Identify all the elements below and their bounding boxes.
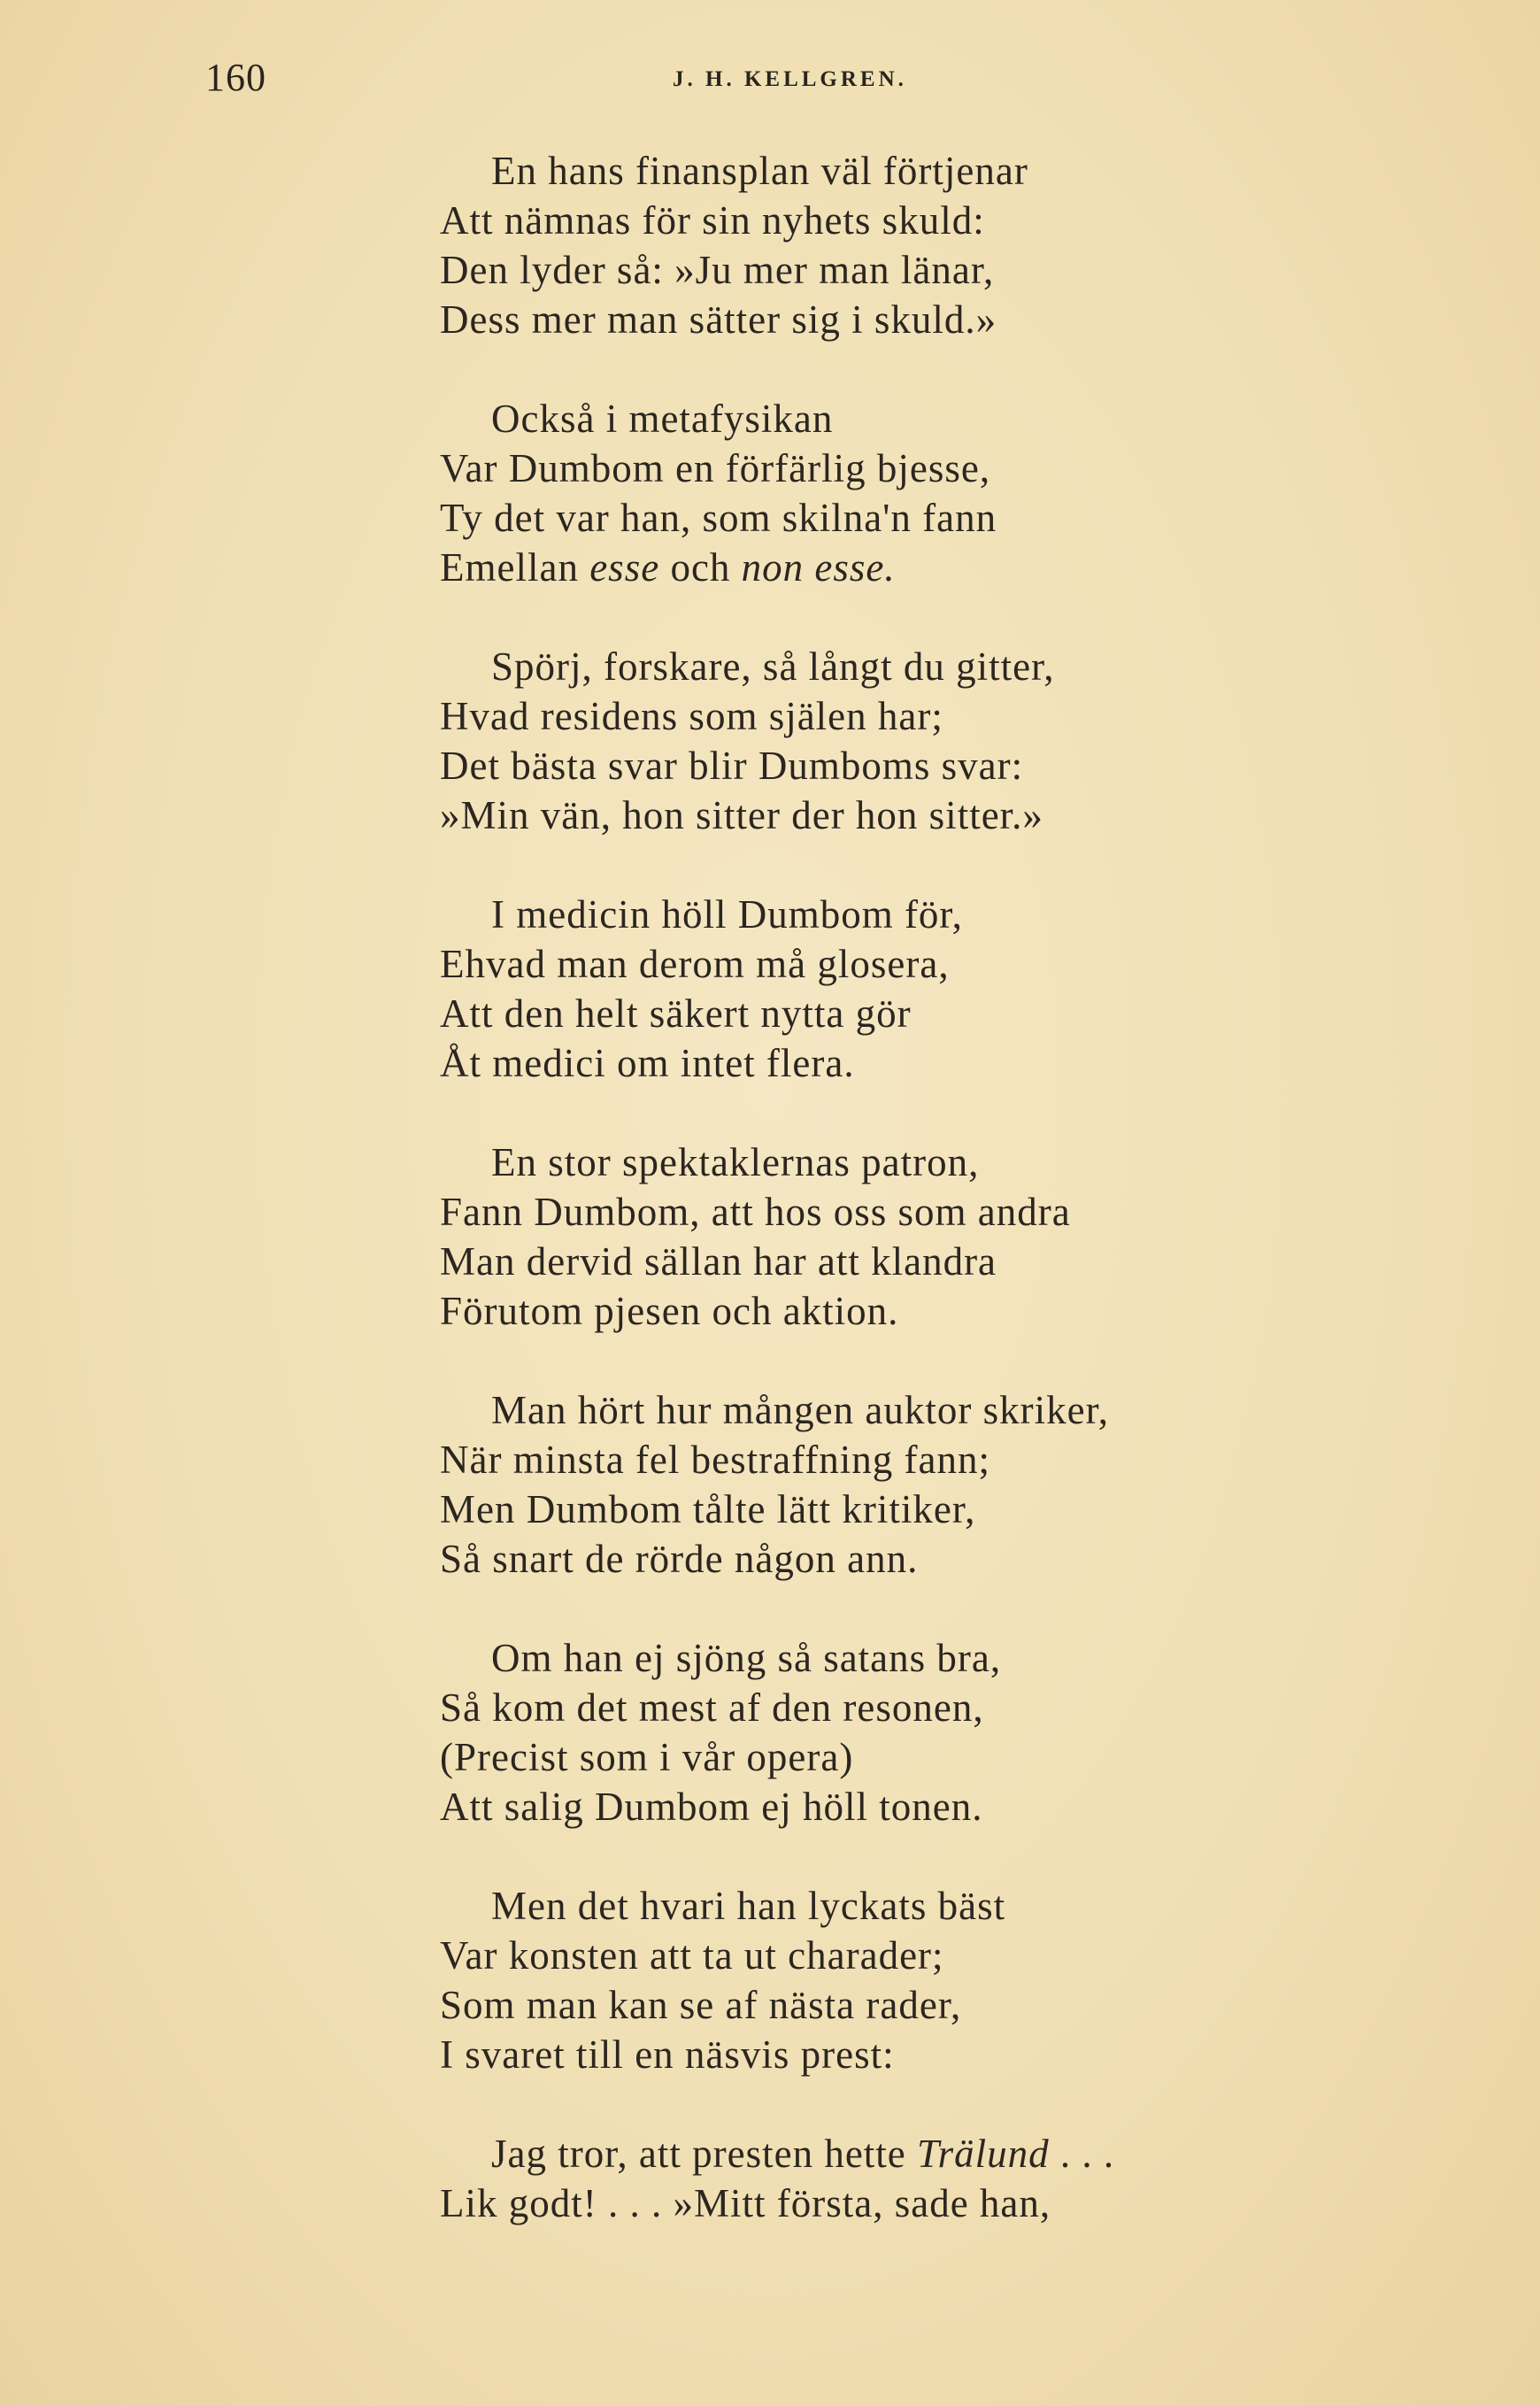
verse-line — [440, 890, 1458, 939]
verse-line — [440, 1782, 1458, 1831]
verse-text: Men Dumbom tålte lätt kritiker, — [440, 1487, 976, 1531]
verse-text: Det bästa svar blir Dumboms svar: — [440, 744, 1024, 788]
verse-text: Lik godt! . . . »Mitt första, sade han, — [440, 2181, 1051, 2225]
verse-line — [440, 1931, 1458, 1980]
verse-text: När minsta fel bestraffning fann; — [440, 1438, 990, 1482]
verse-text: Förutom pjesen och aktion. — [440, 1289, 899, 1333]
stanza — [440, 1385, 1458, 1584]
verse-line — [440, 443, 1458, 493]
verse-text: . . . — [1049, 2132, 1115, 2176]
italic-text: esse — [589, 545, 660, 590]
verse-text: Så snart de rörde någon ann. — [440, 1537, 919, 1581]
stanza — [440, 1633, 1458, 1831]
verse-line — [440, 1683, 1458, 1732]
verse-text: Som man kan se af nästa rader, — [440, 1983, 962, 2027]
stanza — [440, 394, 1458, 592]
verse-line — [440, 1881, 1458, 1931]
verse-text: Emellan — [440, 545, 590, 590]
stanza — [440, 890, 1458, 1088]
verse-line — [440, 989, 1458, 1038]
verse-text: Jag tror, att presten hette — [491, 2132, 918, 2176]
verse-text: En hans finansplan väl förtjenar — [491, 149, 1028, 193]
page-header — [0, 55, 1540, 108]
verse-text: Ehvad man derom må glosera, — [440, 942, 950, 986]
verse-line — [440, 642, 1458, 691]
stanza — [440, 1137, 1458, 1336]
verse-line — [440, 543, 1458, 592]
verse-line — [440, 146, 1458, 196]
verse-line — [440, 691, 1458, 741]
verse-text: Om han ej sjöng så satans bra, — [491, 1636, 1002, 1680]
verse-text: Att den helt säkert nytta gör — [440, 991, 912, 1036]
verse-line — [440, 2129, 1458, 2179]
page-number: 160 — [205, 56, 266, 99]
verse-line — [440, 2030, 1458, 2079]
verse-text: Så kom det mest af den resonen, — [440, 1685, 984, 1730]
verse-line — [440, 1732, 1458, 1782]
italic-text: non esse. — [741, 545, 896, 590]
verse-text: Att salig Dumbom ej höll tonen. — [440, 1785, 983, 1829]
verse-line — [440, 1980, 1458, 2030]
verse-text: Fann Dumbom, att hos oss som andra — [440, 1190, 1071, 1234]
verse-text: Också i metafysikan — [491, 397, 834, 441]
verse-line — [440, 1633, 1458, 1683]
verse-text: Var konsten att ta ut charader; — [440, 1933, 944, 1978]
verse-line — [440, 1187, 1458, 1237]
verse-text: Men det hvari han lyckats bäst — [491, 1884, 1006, 1928]
verse-text: I medicin höll Dumbom för, — [491, 892, 963, 937]
running-head: J. H. KELLGREN. — [673, 67, 907, 91]
verse-text: En stor spektaklernas patron, — [491, 1140, 980, 1184]
verse-line — [440, 394, 1458, 443]
verse-line — [440, 1484, 1458, 1534]
verse-text: Åt medici om intet flera. — [440, 1041, 855, 1085]
verse-line — [440, 493, 1458, 543]
verse-line — [440, 790, 1458, 840]
stanza — [440, 146, 1458, 344]
verse-line — [440, 939, 1458, 989]
verse-text: Ty det var han, som skilna'n fann — [440, 496, 997, 540]
verse-text: »Min vän, hon sitter der hon sitter.» — [440, 793, 1043, 837]
italic-text: Trälund — [917, 2132, 1050, 2176]
stanza — [440, 642, 1458, 840]
stanza — [440, 2129, 1458, 2228]
verse-text: I svaret till en näsvis prest: — [440, 2032, 895, 2077]
verse-line — [440, 295, 1458, 344]
verse-text: Hvad residens som själen har; — [440, 694, 943, 738]
verse-text: Den lyder så: »Ju mer man länar, — [440, 248, 995, 292]
verse-text: (Precist som i vår opera) — [440, 1735, 854, 1779]
verse-line — [440, 245, 1458, 295]
verse-line — [440, 1435, 1458, 1484]
verse-line — [440, 1137, 1458, 1187]
verse-text: Spörj, forskare, så långt du gitter, — [491, 644, 1055, 689]
verse-line — [440, 1385, 1458, 1435]
verse-line — [440, 741, 1458, 790]
verse-line — [440, 2179, 1458, 2228]
verse-line — [440, 1286, 1458, 1336]
verse-line — [440, 1534, 1458, 1584]
verse-text: Dess mer man sätter sig i skuld.» — [440, 297, 997, 342]
poem-body — [440, 146, 1458, 2278]
verse-line — [440, 1237, 1458, 1286]
verse-text: Att nämnas för sin nyhets skuld: — [440, 198, 985, 243]
verse-text: Var Dumbom en förfärlig bjesse, — [440, 446, 991, 490]
verse-line — [440, 1038, 1458, 1088]
verse-text: Man hört hur mången auktor skriker, — [491, 1388, 1110, 1432]
verse-line — [440, 196, 1458, 245]
stanza — [440, 1881, 1458, 2079]
verse-text: och — [659, 545, 742, 590]
verse-text: Man dervid sällan har att klandra — [440, 1239, 997, 1284]
